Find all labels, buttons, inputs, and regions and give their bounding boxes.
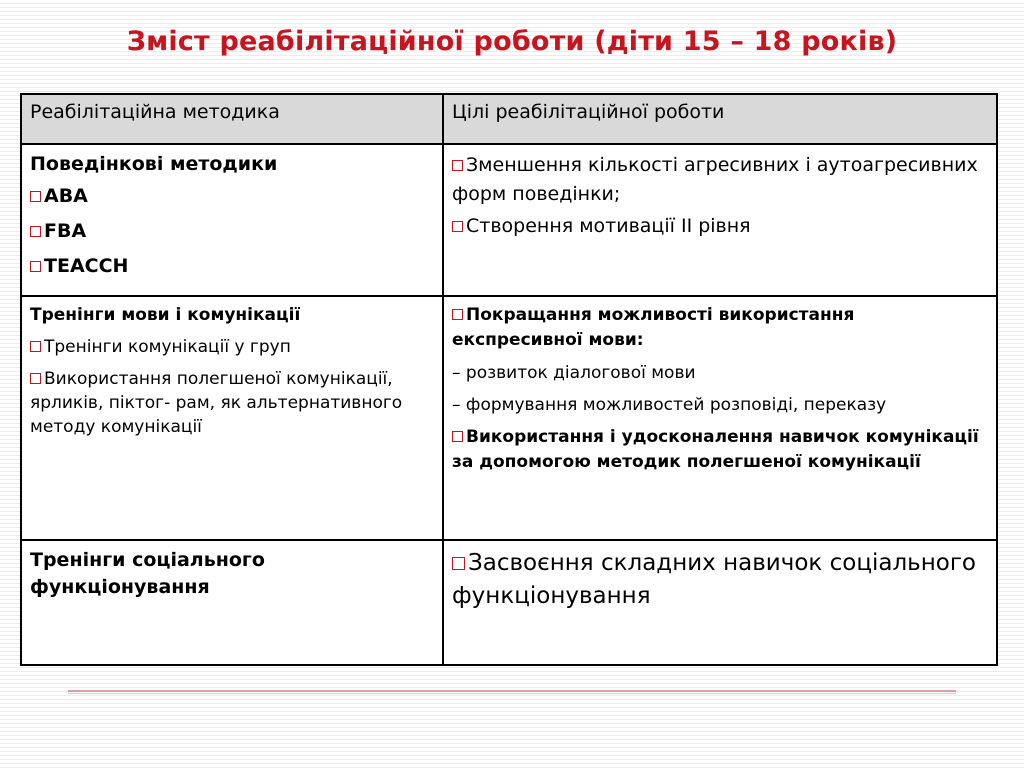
header-goals: Цілі реабілітаційної роботи xyxy=(443,94,997,144)
behavioral-methods-heading: Поведінкові методики xyxy=(30,153,278,175)
table-row xyxy=(21,540,997,665)
table-row xyxy=(21,296,997,540)
footer-divider xyxy=(68,690,956,692)
dash-item: – формування можливостей розповіді, переказу xyxy=(452,395,887,415)
list-item: Засвоєння складних навичок соціального функціонування xyxy=(452,550,976,609)
page-title: Зміст реабілітаційної роботи (діти 15 – 18 років) xyxy=(126,26,898,57)
table-row xyxy=(21,144,997,296)
hollow-square-icon xyxy=(30,226,41,237)
hollow-square-icon xyxy=(452,557,465,570)
hollow-square-icon xyxy=(30,261,41,272)
hollow-square-icon xyxy=(452,221,463,232)
hollow-square-icon xyxy=(30,373,41,384)
list-item: FBA xyxy=(30,213,434,250)
communication-heading: Тренінги мови і комунікації xyxy=(30,305,301,325)
social-heading: Тренінги соціального функціонування xyxy=(30,549,265,598)
header-methodology: Реабілітаційна методика xyxy=(21,94,443,144)
hollow-square-icon xyxy=(30,191,41,202)
behavioral-goals-cell xyxy=(443,144,997,296)
dash-item: – розвиток діалогової мови xyxy=(452,363,696,383)
list-item: Використання полегшеної комунікації, ярликів, піктог- рам, як альтернативного методу комунікації xyxy=(30,369,403,437)
behavioral-methods-cell xyxy=(21,144,443,296)
communication-methods-cell xyxy=(21,296,443,540)
list-item: Використання і удосконалення навичок комунікації за допомогою методик полегшеної комунікації xyxy=(452,427,979,472)
list-item: TEACCH xyxy=(30,248,434,285)
list-item: Тренінги комунікації у груп xyxy=(30,335,434,359)
table-header-row xyxy=(21,94,997,144)
social-methods-cell xyxy=(21,540,443,665)
list-item: ABA xyxy=(30,178,434,215)
list-item: Покращання можливості використання експресивної мови: xyxy=(452,305,855,350)
list-item: Створення мотивації II рівня xyxy=(452,213,988,240)
hollow-square-icon xyxy=(30,341,41,352)
footer-divider-shadow xyxy=(68,693,956,694)
hollow-square-icon xyxy=(452,160,463,171)
communication-goals-cell xyxy=(443,296,997,540)
rehabilitation-table xyxy=(20,93,998,666)
social-goals-cell xyxy=(443,540,997,665)
hollow-square-icon xyxy=(452,309,463,320)
hollow-square-icon xyxy=(452,431,463,442)
list-item: Зменшення кількості агресивних і аутоагресивних форм поведінки; xyxy=(452,154,978,205)
